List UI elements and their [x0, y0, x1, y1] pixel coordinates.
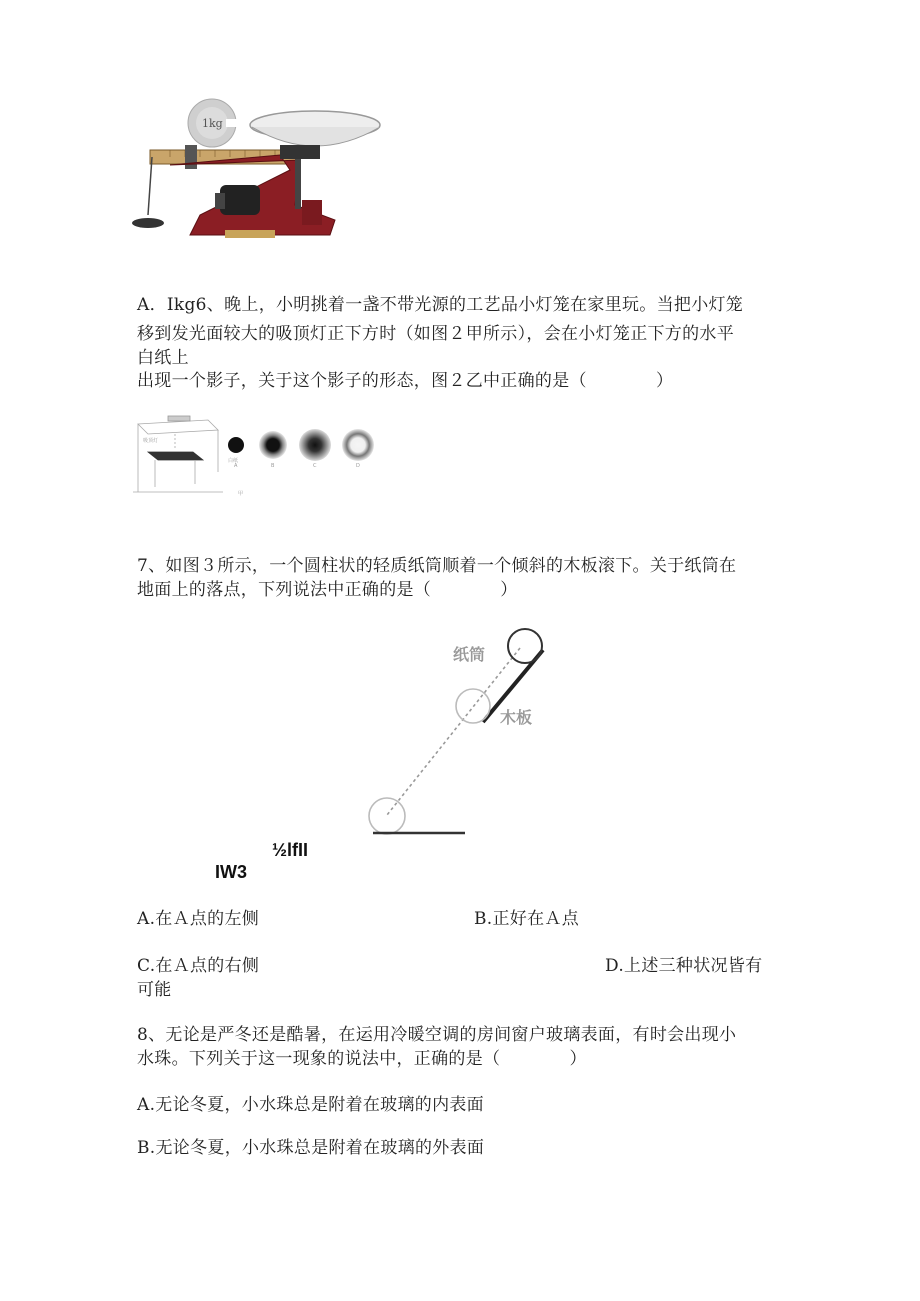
shadow-figure [133, 412, 388, 502]
paper-tube-top [508, 629, 542, 663]
q7-option-c[interactable]: C.在Ａ点的右侧 [137, 956, 260, 976]
svg-text:吸顶灯: 吸顶灯 [143, 438, 159, 444]
q7-option-d[interactable]: D.上述三种状况皆有 [605, 956, 763, 976]
q6-line-1: A．Ikg6、晚上，小明挑着一盏不带光源的工艺品小灯笼在家里玩。当把小灯笼 [137, 295, 744, 315]
scale-pan [250, 111, 380, 146]
q7-option-a[interactable]: A.在Ａ点的左侧 [137, 909, 260, 929]
svg-text:C: C [313, 463, 317, 469]
tube-path [387, 648, 520, 815]
svg-text:A: A [234, 463, 238, 469]
svg-text:D: D [356, 463, 360, 469]
board-label: 木板 [500, 708, 533, 727]
kg-weight-label: 1kg [202, 117, 223, 130]
q7-option-d-cont: 可能 [137, 980, 172, 1000]
shadow-option-a [228, 437, 244, 453]
q6-line-2: 移到发光面较大的吸顶灯正下方时（如图２甲所示），会在小灯笼正下方的水平 [137, 324, 734, 344]
q8-line-1: 8、无论是严冬还是酷暑，在运用冷暖空调的房间窗户玻璃表面，有时会出现小 [137, 1025, 737, 1045]
q7-option-b[interactable]: B.正好在Ａ点 [474, 909, 579, 929]
svg-text:甲: 甲 [238, 491, 244, 497]
q8-option-a[interactable]: A.无论冬夏，小水珠总是附着在玻璃的内表面 [137, 1095, 484, 1115]
q6-line-4: 出现一个影子，关于这个影子的形态，图２乙中正确的是（ ） [137, 371, 674, 391]
svg-text:B: B [271, 463, 275, 469]
q6-line-3: 白纸上 [137, 348, 189, 368]
rolling-tube-figure [365, 620, 560, 845]
figure-caption-b: IW3 [215, 862, 248, 882]
shadow-option-d [342, 429, 374, 461]
balance-scale-figure [130, 95, 390, 255]
shadow-option-c [299, 429, 331, 461]
q8-line-2: 水珠。下列关于这一现象的说法中，正确的是（ ） [137, 1049, 587, 1069]
svg-text:白纸: 白纸 [228, 458, 239, 464]
kg-weight-disc [188, 99, 238, 147]
tube-label: 纸筒 [453, 645, 486, 664]
room-sketch [133, 416, 223, 492]
shadow-option-b [259, 431, 287, 459]
q7-line-2: 地面上的落点，下列说法中正确的是（ ） [137, 580, 518, 600]
paper-tube-bottom [369, 798, 405, 834]
q7-line-1: 7、如图３所示，一个圆柱状的轻质纸筒顺着一个倾斜的木板滚下。关于纸筒在 [137, 556, 737, 576]
figure-caption-a: ½lfII [272, 840, 309, 860]
q8-option-b[interactable]: B.无论冬夏，小水珠总是附着在玻璃的外表面 [137, 1138, 485, 1158]
